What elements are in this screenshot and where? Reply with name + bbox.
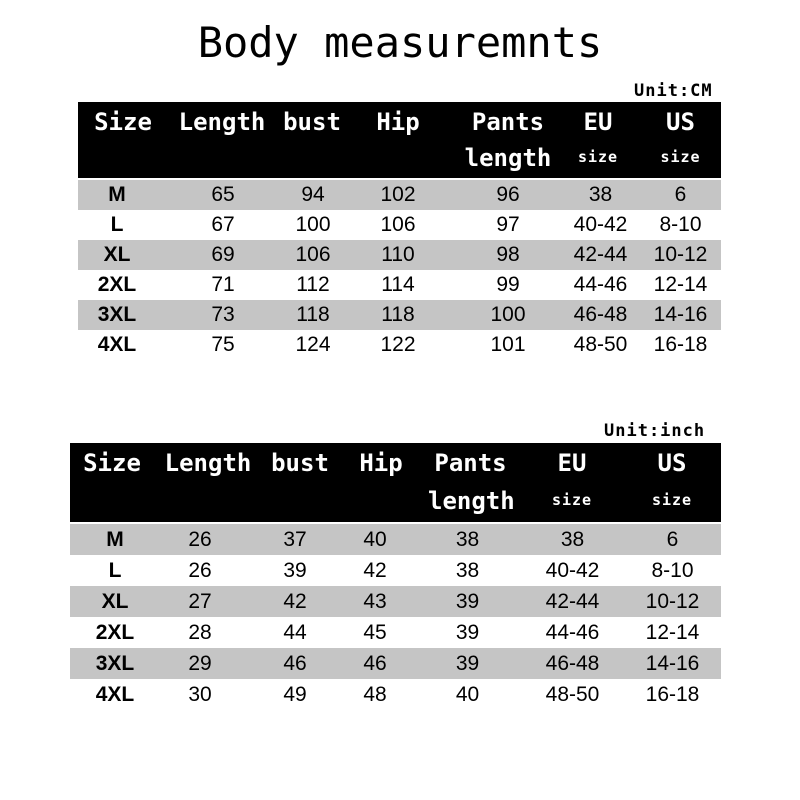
size-table-cm [78,102,721,359]
header-cell: Pants [434,449,507,477]
size-cell: 3XL [97,303,137,326]
table-cell: 38 [588,183,613,206]
table-cell: 122 [380,333,416,356]
table-cell: 44-46 [573,273,628,296]
table-header [70,443,721,522]
table-cell: 71 [211,273,235,296]
header-subcell: size [651,491,693,509]
table-cell: 48-50 [545,683,600,706]
header-cell: Pants [471,108,545,136]
table-cell: 30 [188,683,212,706]
table-cell: 16-18 [645,683,700,706]
header-cell: EU [583,108,613,136]
table-cell: 39 [283,559,307,582]
table-cell: 124 [295,333,331,356]
table-cell: 28 [188,621,212,644]
table-cell: 6 [674,183,687,206]
table-cell: 42 [283,590,307,613]
size-cell: 4XL [95,683,135,706]
size-cell: L [110,213,124,236]
size-cell: M [108,183,126,206]
size-cell: XL [101,590,129,613]
table-cell: 48 [363,683,387,706]
table-cell: 48-50 [573,333,628,356]
table-cell: 10-12 [645,590,700,613]
table-row [70,648,721,679]
table-cell: 67 [211,213,235,236]
table-cell: 12-14 [653,273,708,296]
unit-label-inch: Unit:inch [604,421,706,441]
header-subcell: length [428,487,515,515]
table-cell: 110 [381,243,415,266]
table-cell: 40 [363,528,387,551]
table-cell: 42-44 [545,590,600,613]
table-cell: 46-48 [545,652,600,675]
table-cell: 96 [496,183,520,206]
table-cell: 97 [496,213,520,236]
table-cell: 38 [455,559,480,582]
table-cell: 37 [283,528,307,551]
header-cell: bust [283,108,341,136]
table-row [78,240,721,270]
table-cell: 26 [188,528,212,551]
table-cell: 65 [211,183,235,206]
size-cell: 2XL [95,621,135,644]
table-cell: 38 [560,528,585,551]
table-cell: 14-16 [645,652,700,675]
table-row [70,617,721,648]
table-cell: 106 [295,243,331,266]
table-row [78,330,721,360]
table-cell: 94 [301,183,325,206]
table-cell: 112 [296,273,330,296]
header-cell: Hip [376,108,420,136]
table-cell: 44 [283,621,307,644]
header-subcell: length [464,144,552,172]
table-cell: 39 [455,652,480,675]
table-row [78,180,721,210]
table-cell: 8-10 [651,559,694,582]
table-cell: 14-16 [653,303,708,326]
header-subcell: size [660,148,701,166]
header-cell: EU [557,449,587,477]
table-row [70,555,721,586]
table-row [78,270,721,300]
table-header [78,102,721,178]
table-cell: 39 [455,621,480,644]
header-cell: Size [83,449,141,477]
table-cell: 29 [188,652,212,675]
table-cell: 38 [455,528,480,551]
table-cell: 98 [496,243,520,266]
table-cell: 40-42 [573,213,628,236]
size-cell: M [106,528,124,551]
size-cell: L [108,559,122,582]
table-cell: 26 [188,559,212,582]
header-subcell: size [577,148,619,166]
table-cell: 114 [381,273,415,296]
size-cell: 4XL [97,333,137,356]
table-cell: 73 [211,303,235,326]
table-cell: 46 [283,652,307,675]
table-row [78,210,721,240]
table-cell: 69 [211,243,235,266]
table-cell: 46 [363,652,387,675]
table-cell: 40 [455,683,480,706]
table-cell: 42-44 [573,243,628,266]
table-cell: 99 [496,273,520,296]
table-cell: 45 [363,621,387,644]
table-cell: 40-42 [545,559,600,582]
table-cell: 100 [295,213,331,236]
unit-label-cm: Unit:CM [634,81,713,101]
table-cell: 100 [490,303,526,326]
table-cell: 118 [381,303,415,326]
size-table-inch [70,443,721,713]
table-cell: 75 [211,333,235,356]
table-row [78,300,721,330]
size-cell: 3XL [95,652,135,675]
header-cell: Length [164,449,252,477]
table-cell: 42 [363,559,387,582]
table-row [70,586,721,617]
table-cell: 106 [380,213,416,236]
size-cell: XL [103,243,131,266]
header-cell: US [657,449,687,477]
size-cell: 2XL [97,273,137,296]
table-cell: 44-46 [545,621,600,644]
table-cell: 27 [188,590,212,613]
table-cell: 101 [490,333,526,356]
header-subcell: size [551,491,593,509]
table-cell: 8-10 [659,213,702,236]
table-cell: 6 [666,528,679,551]
table-cell: 39 [455,590,480,613]
header-cell: Hip [359,449,403,477]
table-cell: 118 [296,303,330,326]
table-cell: 10-12 [653,243,708,266]
table-cell: 12-14 [645,621,700,644]
table-row [70,524,721,555]
header-cell: bust [271,449,329,477]
table-row [70,679,721,710]
header-cell: US [666,108,695,136]
table-cell: 43 [363,590,387,613]
table-cell: 46-48 [573,303,628,326]
table-cell: 49 [283,683,307,706]
header-cell: Length [178,108,266,136]
table-cell: 16-18 [653,333,708,356]
page-title: Body measuremnts [197,18,603,67]
header-cell: Size [94,108,152,136]
table-cell: 102 [380,183,416,206]
